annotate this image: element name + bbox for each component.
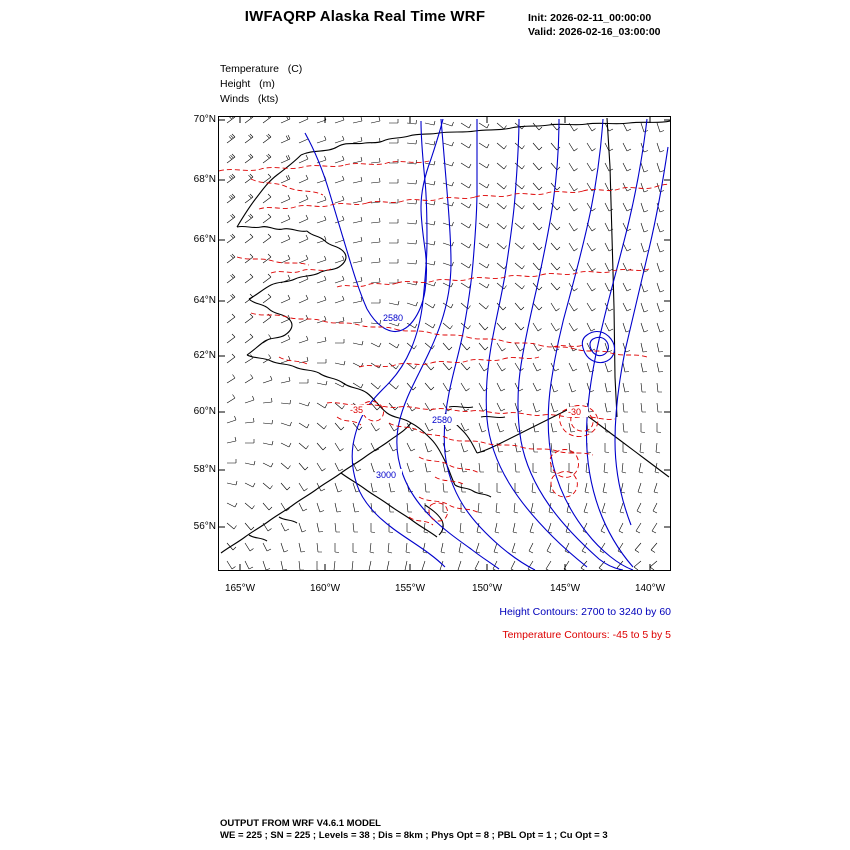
height-label: 3000 [376,470,397,480]
x-tick-label: 140°W [634,583,666,594]
temperature-label: -30 [568,407,582,417]
height-label: 2580 [432,415,453,425]
init-time: Init: 2026-02-11_00:00:00 [528,12,652,24]
legend-winds: Winds (kts) [220,93,279,105]
y-tick-label: 70°N [193,114,216,125]
page-title-text: IWFAQRP Alaska Real Time WRF [244,8,486,25]
x-tick-label: 155°W [394,583,426,594]
x-tick-label: 165°W [224,583,256,594]
footer-line-2: WE = 225 ; SN = 225 ; Levels = 38 ; Dis = 8km ; Phys Opt = 8 ; PBL Opt = 1 ; Cu Opt = 3 [220,830,608,841]
y-tick-label: 64°N [193,295,216,306]
legend-temperature: Temperature (C) [220,63,303,75]
footer-line-1: OUTPUT FROM WRF V4.6.1 MODEL [220,818,381,829]
page-title [0,8,850,25]
x-axis-labels [218,583,671,599]
y-tick-label: 68°N [193,174,216,185]
units-legend [220,62,302,107]
y-tick-label: 56°N [193,521,216,532]
map-panel[interactable] [218,116,671,571]
x-tick-label: 150°W [471,583,503,594]
valid-time: Valid: 2026-02-16_03:00:00 [528,26,661,38]
temperature-label: -35 [350,405,364,415]
axis-ticks [219,117,670,570]
y-tick-label: 58°N [193,464,216,475]
run-time-block [528,11,661,39]
x-tick-label: 145°W [549,583,581,594]
legend-height: Height (m) [220,78,275,90]
y-axis-labels [160,116,216,571]
y-tick-label: 60°N [193,406,216,417]
x-tick-label: 160°W [309,583,341,594]
height-contours-caption: Height Contours: 2700 to 3240 by 60 [499,606,671,618]
height-label: 2580 [383,313,404,323]
y-tick-label: 66°N [193,234,216,245]
y-tick-label: 62°N [193,350,216,361]
temperature-contours-caption: Temperature Contours: -45 to 5 by 5 [502,629,671,641]
model-output-footer [220,818,608,842]
